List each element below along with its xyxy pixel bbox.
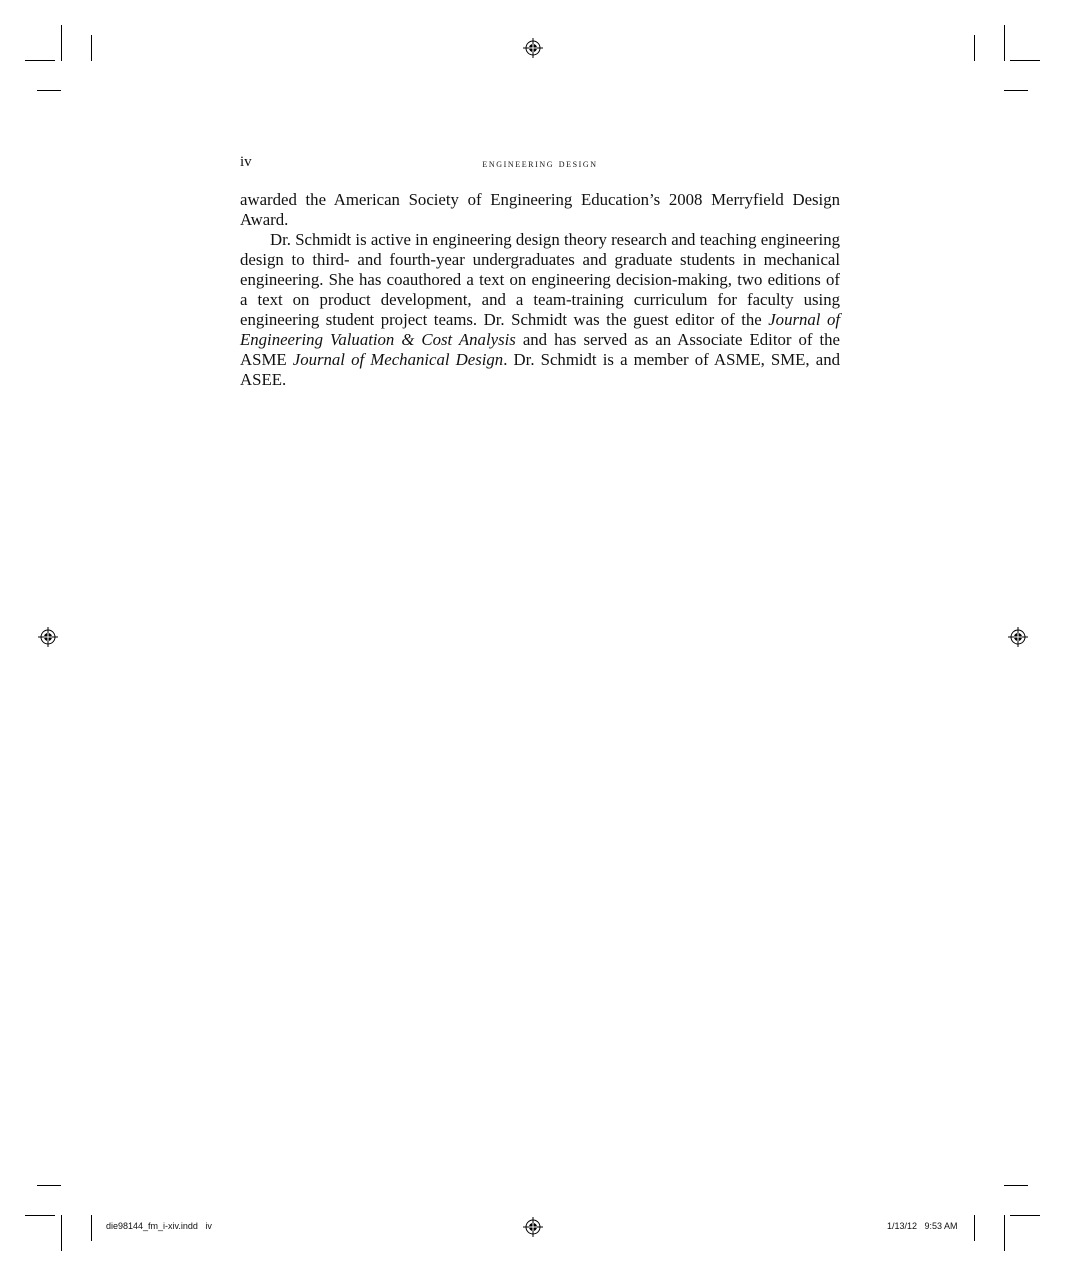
registration-mark-icon <box>523 38 543 58</box>
crop-mark <box>1004 25 1005 61</box>
page-number: iv <box>240 154 252 170</box>
crop-mark <box>1004 1185 1028 1186</box>
crop-mark <box>974 35 975 61</box>
slug-file-info: die98144_fm_i-xiv.indd iv <box>106 1221 212 1231</box>
crop-mark <box>37 1185 61 1186</box>
crop-mark <box>91 1215 92 1241</box>
crop-mark <box>1004 1215 1005 1251</box>
crop-mark <box>1010 60 1040 61</box>
registration-mark-icon <box>523 1217 543 1237</box>
crop-mark <box>37 90 61 91</box>
crop-mark <box>61 25 62 61</box>
running-head-title: engineering design <box>482 156 598 170</box>
crop-mark <box>25 1215 55 1216</box>
journal-title: Journal of Mechanical Design <box>292 350 504 369</box>
crop-mark <box>1004 90 1028 91</box>
journal-title: Journal of Engineering Valuation & Cost Analysis <box>240 310 840 349</box>
registration-mark-icon <box>1008 627 1028 647</box>
paragraph: awarded the American Society of Engineering Education’s 2008 Merryfield Design Award. <box>240 190 840 229</box>
paragraph-text: Dr. Schmidt is active in engineering design theory research and teaching engineering design to third- and fourth-year undergraduates and graduate students in mechanical engineering. She has coauthored a text on engineering decision-making, two editions of a text on product development, and a team-training curriculum for faculty using engineering student project teams. Dr. Schmidt was the guest editor of the <box>240 230 840 329</box>
paragraph-text: . Dr. Schmidt is a member of ASME, SME, and ASEE. <box>240 350 840 389</box>
paragraph-text: and has served as an Associate Editor of the ASME <box>240 330 840 369</box>
crop-mark <box>974 1215 975 1241</box>
crop-mark <box>61 1215 62 1251</box>
body-text <box>240 190 840 390</box>
slug-datetime: 1/13/12 9:53 AM <box>887 1221 958 1231</box>
crop-mark <box>1010 1215 1040 1216</box>
running-head <box>240 154 840 174</box>
crop-mark <box>25 60 55 61</box>
registration-mark-icon <box>38 627 58 647</box>
crop-mark <box>91 35 92 61</box>
paragraph <box>240 230 840 390</box>
